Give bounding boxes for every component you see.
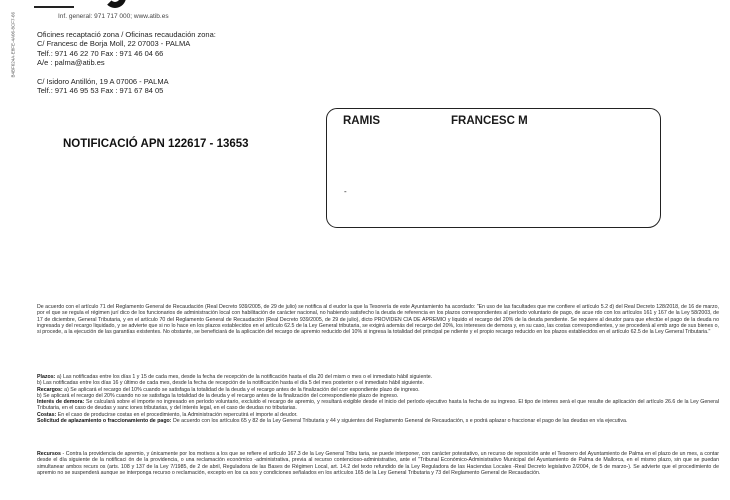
document-side-code: B4BF624A-E8FE-4A06-8CF7-66: [10, 11, 16, 78]
costas-text: En el caso de producirse costas en el procedimiento, la Administración repercutirá el importe al deudor.: [56, 411, 298, 418]
header-rule: [34, 6, 74, 8]
recargos-b-text: b) Se aplicará el recargo del 20% cuando no se satisfaga la totalidad de la deuda y el recargo antes de la finalización del correspondiente plazo de ingreso.: [37, 392, 399, 399]
recursos-text: - Contra la providencia de apremio, y únicamente por los motivos a los que se refiere el artículo 167.3 de la Ley General Tribu taria, se puede interponer, con carácter potestativo, un recurso de reposición ante el Tesorero del Ayuntamiento de Palma en el plazo de un mes, a contar desde el día siguiente de la notificaci ón de la providencia, o una reclamación económico -administrativa, previa al recurso contencioso-administrativo, ante el "Tribunal Económico-Administrativo Municipal del Ayuntamiento de Palma de Mallorca, en el mismo plazo, sin que se puedan simultanear ambos recurs os (arts. 108 y 137 de la Ley 7/1985, de 2 de abril, Reguladora de las Bases de Régimen Local, art. 14.2 del texto refundido de la Ley Reguladora de las Haciendas Locales -Real Decreto legislativo 2/2004, de 5 de marzo-). Se advierte que el procedimiento de apremio no se suspenderá aunque se interponga recurso o reclamación, excepto en los ca sos y condiciones señalados en los artículos 165 de la Ley General Tributaria y 73 del Reglamento General de Recaudación.: [37, 451, 719, 476]
office1-phones: Telf.: 971 46 22 70 Fax : 971 46 04 66: [37, 48, 164, 58]
office-gap: [37, 68, 216, 77]
interes-label: Interés de demora:: [37, 399, 85, 406]
interes-paragraph: [37, 399, 719, 412]
general-contact-line: Inf. general: 971 717 000; www.atib.es: [58, 13, 169, 20]
addressee-name: FRANCESC M: [451, 115, 528, 127]
legal-intro: [37, 304, 719, 335]
legal-remedies: [37, 451, 719, 476]
interes-text: Se calculará sobre el importe no ingresado en período voluntario, excluido el recargo de apremio, y resultará exigible desde el inicio del período ejecutivo hasta la fecha de su ingreso. El tipo de interes será el que resulte de aplicación del artículo 26.6 de la Ley General Tributaria, en el caso de deudas y sanc iones tributarias, y del interés legal, en el caso de deudas no tributarias.: [37, 399, 719, 412]
addressee-surname: RAMIS: [343, 115, 381, 127]
recargos-a-text: a) Se aplicará el recargo del 10% cuando se satisfaga la totalidad de la deuda y el recargo antes de la finalización del corr espondiente plazo de ingreso.: [62, 386, 420, 393]
addressee-line: -: [344, 187, 347, 196]
solicitud-label: Solicitud de aplazamiento o fraccionamiento de pago:: [37, 418, 172, 425]
offices-heading: Oficines recaptació zona / Oficinas recaudación zona:: [37, 30, 216, 39]
office2-address: C/ Isidoro Antillón, 19 A 07006 - PALMA: [37, 76, 169, 86]
plazos-a-text: a) Las notificadas entre los días 1 y 15 de cada mes, desde la fecha de recepción de la notificación hasta el día 20 del mism o mes o el inmediato hábil siguiente.: [55, 374, 433, 380]
recursos-paragraph: [37, 451, 719, 476]
office1-address: C/ Francesc de Borja Moll, 22 07003 - PALMA: [37, 39, 191, 49]
solicitud-paragraph: [37, 418, 719, 424]
addressee-window: [326, 108, 661, 228]
solicitud-text: De acuerdo con los artículos 65 y 82 de la Ley General Tributaria y 44 y siguientes del Reglamento General de Recaudación, s e podrá aplazar o fraccionar el pago de las deudas en vía ejecutiva.: [171, 418, 628, 425]
office2-phones: Telf.: 971 46 95 53 Fax : 971 67 84 05: [37, 86, 164, 96]
costas-label: Costas:: [37, 411, 57, 418]
legal-intro-paragraph: De acuerdo con el artículo 71 del Reglamento General de Recaudación (Real Decreto 939/2005, de 29 de julio) se notifica al d eudor la que la Tesorería de este Ayuntamiento ha acordado: "En uso de las facultades que me confiere el artículo 5.2 d) del Real Decreto 128/2018, de 16 de marzo, por el que se regula el régimen jurí dico de los funcionarios de administración local con habilitación de carácter nacional, no habiendo satisfecho la deuda de referencia en los plazos correspondientes al período voluntario de pago, de acue rdo con los artículos 161 y 167 de la Ley 58/2003, de 17 de diciembre, General Tributaria, y en el artículo 70 del Reglamento General de Recaudación (Real Decreto 939/2005, de 29 de julio), dicto PROVIDEN CIA DE APREMIO y liquido el recargo del 20% de la deuda pendiente. Se requiere al deudor para que efectúe el pago de la deuda no ingresada y del recargo liquidado, y se advierte que si no lo hace en los plazos establecidos en el artículo 62.5 de la Ley General tributaria, se exigirá además del recargo del 20%, los intereses de demora y, en su caso, las costas correspondientes, y se procederá al emb argo de sus bienes o, si procede, a la ejecución de las garantías existentes. No obstante, se beneficiará de la aplicación del recargo de apremio reducido del 10% si ingresa la totalidad del principal pe ndiente y el propio recargo reducido en los plazos establecidos en el artículo 62.5 de la Ley General Tributaria.": [37, 304, 719, 336]
recargos-label: Recargos:: [37, 386, 63, 393]
recursos-label: Recursos: [37, 451, 61, 457]
atib-logo-mark: [104, 0, 126, 8]
notification-title: NOTIFICACIÓ APN 122617 - 13653: [63, 138, 249, 150]
collection-offices-block: [37, 30, 216, 95]
plazos-label: Plazos:: [37, 374, 56, 380]
office1-email: A/e : palma@atib.es: [37, 58, 105, 68]
legal-conditions: [37, 374, 719, 424]
plazos-b-text: b) Las notificadas entre los días 16 y último de cada mes, desde la fecha de recepción de la notificación hasta el día 5 del mes posterior o el inmediato hábil siguiente.: [37, 380, 424, 387]
